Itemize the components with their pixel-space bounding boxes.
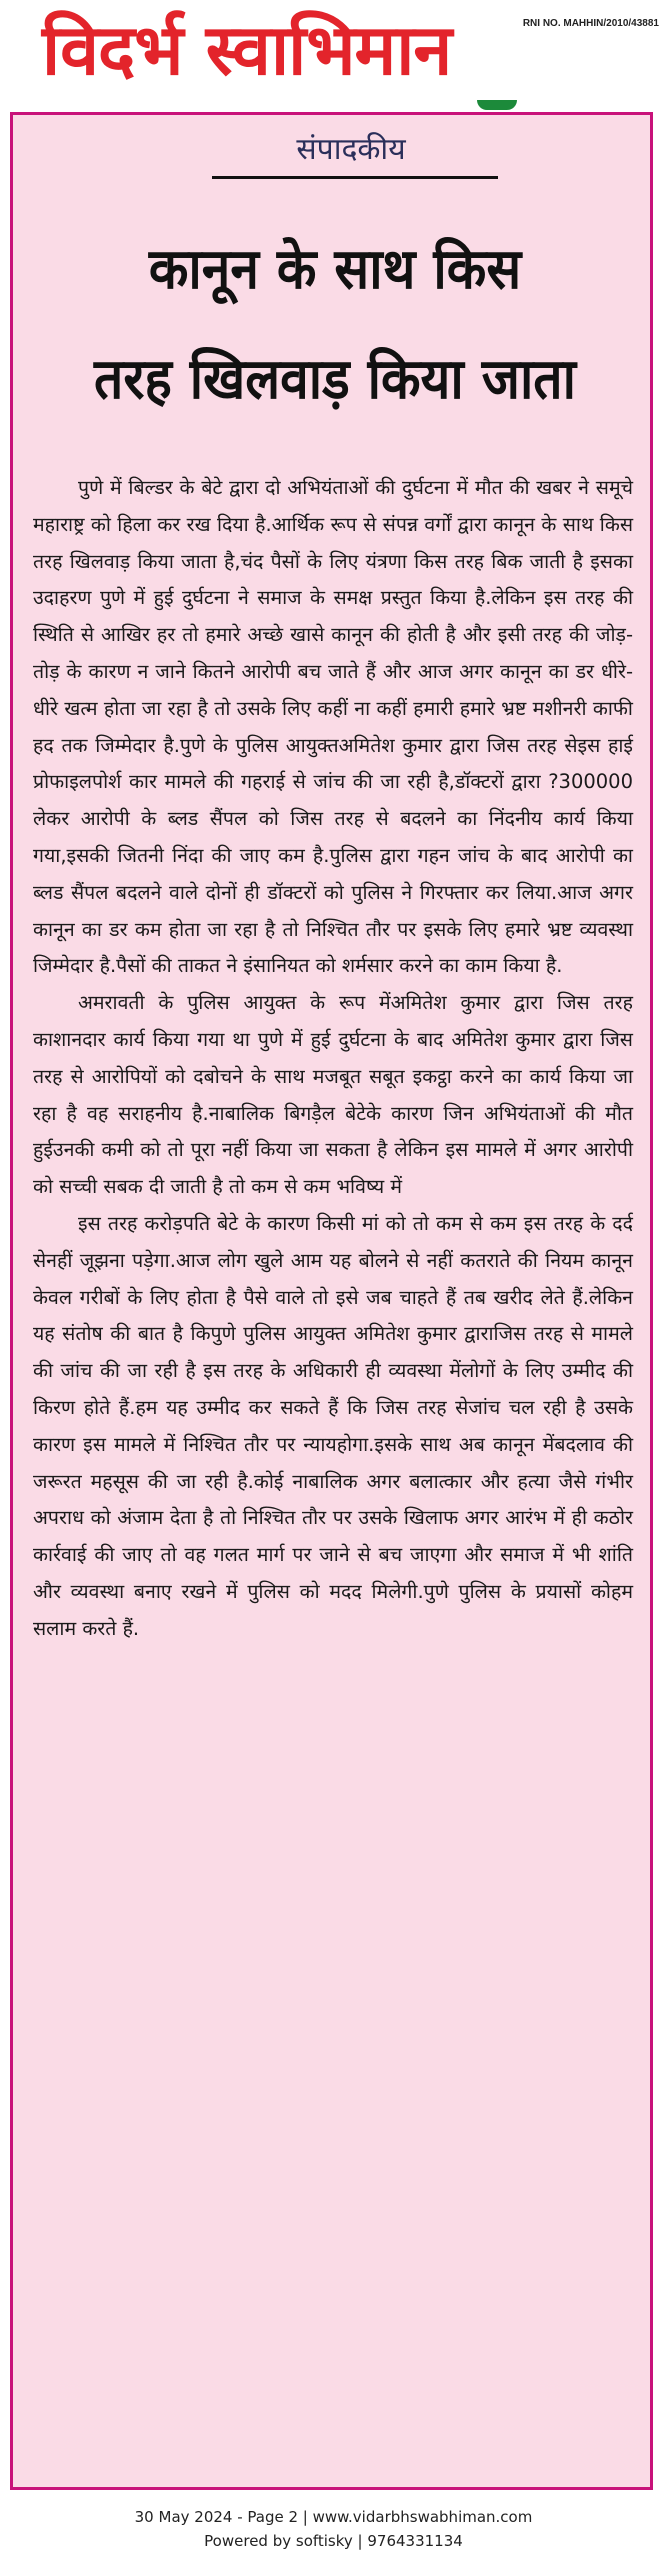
rni-number: RNI NO. MAHHIN/2010/43881: [522, 18, 659, 29]
headline: [64, 215, 607, 435]
masthead: [0, 0, 667, 112]
paragraph-3: इस तरह करोड़पति बेटे के कारण किसी मां को तो कम से कम इस तरह के दर्द सेनहीं जूझना पड़ेगा.आज लोग खुले आम यह बोलने से नहीं कतराते की नियम कानून केवल गरीबों के लिए होता है पैसे वाले तो इसे जब चाहते हैं तब खरीद लेते हैं.लेकिन यह संतोष की बात है किपुणे पुलिस आयुक्त अमितेश कुमार द्वाराजिस तरह से मामले की जांच की जा रही है इस तरह के अधिकारी ही व्यवस्था मेंलोगों के लिए उम्मीद की किरण होते हैं.हम यह उम्मीद कर सकते हैं कि जिस तरह सेजांच चल रही है उसके कारण इस मामले में निश्चित तौर पर न्यायहोगा.इसके साथ अब कानून मेंबदलाव की जरूरत महसूस की जा रही है.कोई नाबालिक अगर बलात्कार और हत्या जैसे गंभीर अपराध को अंजाम देता है तो निश्चित तौर पर उसके खिलाफ अगर आरंभ में ही कठोर कार्रवाई की जाए तो वह गलत मार्ग पर जाने से बच जाएगा और समाज में भी शांति और व्यवस्था बनाए रखने में पुलिस को मदद मिलेगी.पुणे पुलिस के प्रयासों कोहम सलाम करते हैं.: [33, 1211, 633, 1640]
section-label: संपादकीय: [296, 132, 406, 167]
logo-emblem-icon: [477, 100, 517, 110]
paragraph-2: अमरावती के पुलिस आयुक्त के रूप मेंअमितेश कुमार द्वारा जिस तरह काशानदार कार्य किया गया था पुणे में हुई दुर्घटना के बाद अमितेश कुमार द्वारा जिस तरह से आरोपियों को दबोचने के साथ मजबूत सबूत इकट्ठा करने का कार्य किया जा रहा है वह सराहनीय है.नाबालिक बिगड़ैल बेटेके कारण जिन अभियंताओं की मौत हुईउनकी कमी को तो पूरा नहीं किया जा सकता है लेकिन इस मामले में अगर आरोपी को सच्ची सबक दी जाती है तो कम से कम भविष्य में: [33, 991, 633, 1199]
section-divider: [212, 176, 498, 179]
footer-date-url: 30 May 2024 - Page 2 | www.vidarbhswabhiman.com: [134, 2508, 533, 2526]
headline-line-1: कानून के साथ किस: [148, 237, 522, 302]
newspaper-title: विदर्भ स्वाभिमान: [42, 9, 452, 91]
paragraph-1: पुणे में बिल्डर के बेटे द्वारा दो अभियंताओं की दुर्घटना में मौत की खबर ने समूचे महाराष्ट्र को हिला कर रख दिया है.आर्थिक रूप से संपन्न वर्गों द्वारा कानून के साथ किस तरह खिलवाड़ किया जाता है,चंद पैसों के लिए यंत्रणा किस तरह बिक जाती है इसका उदाहरण पुणे में हुई दुर्घटना ने समाज के समक्ष प्रस्तुत किया है.लेकिन इस तरह की स्थिति से आखिर हर तो हमारे अच्छे खासे कानून की होती है और इसी तरह की जोड़-तोड़ के कारण न जाने कितने आरोपी बच जाते हैं और आज अगर कानून का डर धीरे-धीरे खत्म होता जा रहा है तो उसके लिए कहीं ना कहीं हमारी हमारे भ्रष्ट मशीनरी काफी हद तक जिम्मेदार है.पुणे के पुलिस आयुक्तअमितेश कुमार द्वारा जिस तरह सेइस हाई प्रोफाइलपोर्श कार मामले की गहराई से जांच की जा रही है,डॉक्टरों द्वारा ?300000 लेकर आरोपी के ब्लड सैंपल को जिस तरह से बदलने का निंदनीय कार्य किया गया,इसकी जितनी निंदा की जाए कम है.पुलिस द्वारा गहन जांच के बाद आरोपी का ब्लड सैंपल बदलने वाले दोनों ही डॉक्टरों को पुलिस ने गिरफ्तार कर लिया.आज अगर कानून का डर कम होता जा रहा है तो निश्चित तौर पर इसके लिए हमारे भ्रष्ट व्यवस्था जिम्मेदार है.पैसों की ताकत ने इंसानियत को शर्मसार करने का काम किया है.: [33, 476, 633, 978]
article-body: [33, 470, 633, 1648]
headline-line-2: तरह खिलवाड़ किया जाता: [94, 347, 576, 412]
footer-powered-by: Powered by softisky | 9764331134: [204, 2532, 463, 2550]
